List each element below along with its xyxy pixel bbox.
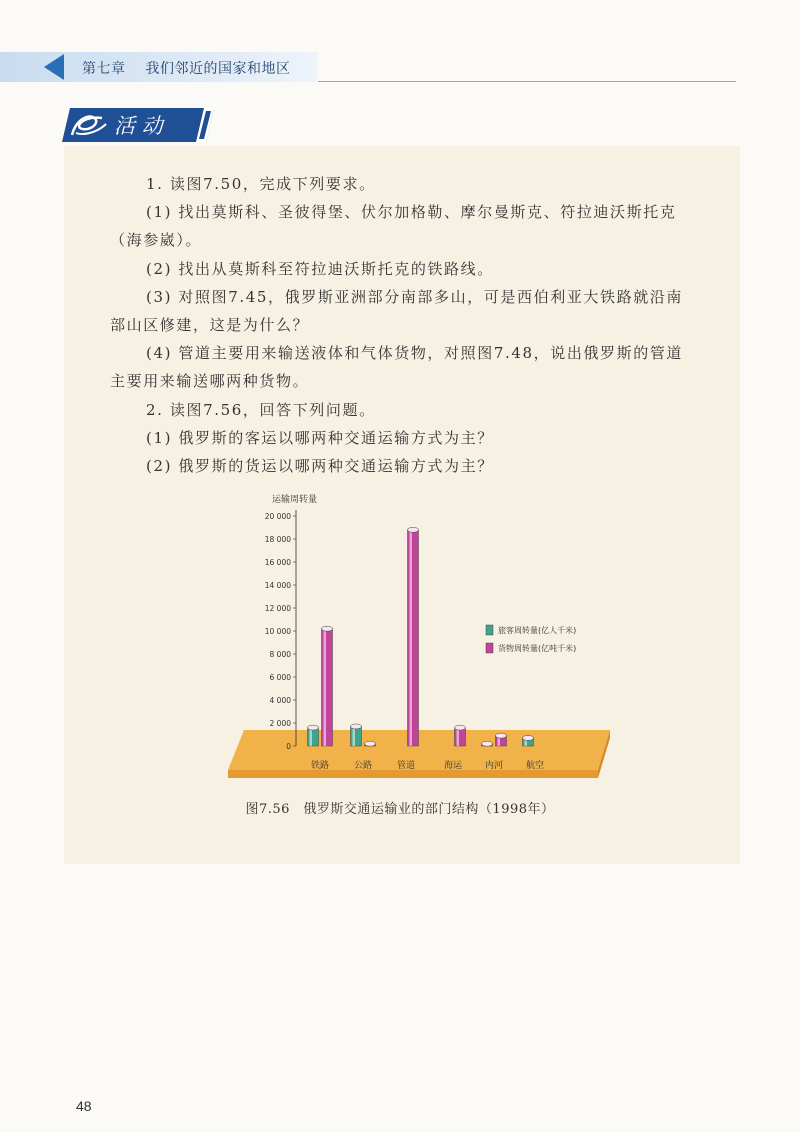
legend-swatch	[486, 643, 493, 653]
question-2-2: (2) 俄罗斯的货运以哪两种交通运输方式为主？	[146, 457, 494, 476]
y-tick-label: 2 000	[269, 719, 291, 728]
figure-caption: 图7.56 俄罗斯交通运输业的部门结构（1998年）	[245, 802, 555, 817]
chart-base-front	[228, 770, 598, 778]
category-label: 内河	[484, 761, 504, 771]
legend-swatch	[486, 625, 493, 635]
question-2-1: (1) 俄罗斯的客运以哪两种交通运输方式为主？	[146, 428, 494, 447]
bar-freight	[408, 527, 419, 746]
y-tick-label: 12 000	[264, 604, 291, 613]
y-tick-label: 14 000	[264, 581, 291, 590]
y-tick-label: 18 000	[264, 535, 291, 544]
legend-label: 旅客周转量(亿人千米)	[498, 626, 577, 635]
chapter-marker-icon	[44, 54, 64, 80]
bar-freight	[365, 741, 376, 746]
activity-questions	[110, 170, 698, 480]
activity-label: 活 动	[114, 114, 163, 138]
category-label: 铁路	[310, 761, 330, 771]
bar-passenger	[308, 725, 319, 746]
legend-label: 货物周转量(亿吨千米)	[498, 644, 577, 653]
bar-freight	[455, 725, 466, 746]
page-number: 48	[76, 1098, 92, 1114]
y-tick-label: 0	[286, 742, 291, 751]
y-tick-label: 4 000	[269, 696, 291, 705]
category-label: 管道	[396, 761, 416, 771]
transport-chart	[210, 490, 630, 790]
running-header	[82, 58, 311, 78]
question-1-3: (3) 对照图7.45，俄罗斯亚洲部分南部多山，可是西伯利亚大铁路就沿南部山区修建，这是为什么？	[110, 287, 684, 335]
question-1: 1. 读图7.50，完成下列要求。	[146, 175, 376, 193]
category-label: 海运	[443, 761, 463, 771]
bar-freight	[322, 626, 333, 746]
bar-freight	[496, 733, 507, 746]
y-tick-label: 20 000	[264, 512, 291, 521]
chapter-title: 我们邻近的国家和地区	[145, 61, 291, 77]
question-2: 2. 读图7.56，回答下列问题。	[146, 400, 376, 419]
y-axis-label: 运输周转量	[272, 495, 318, 505]
category-label: 公路	[353, 761, 373, 771]
category-label: 航空	[525, 761, 545, 771]
chapter-label: 第七章	[82, 61, 126, 77]
y-tick-label: 10 000	[264, 627, 291, 636]
activity-badge	[62, 108, 214, 142]
y-tick-label: 8 000	[269, 650, 291, 659]
question-1-2: (2) 找出从莫斯科至符拉迪沃斯托克的铁路线。	[146, 259, 494, 278]
bar-passenger	[523, 735, 534, 746]
y-tick-label: 6 000	[269, 673, 291, 682]
header-rule	[318, 81, 736, 82]
question-1-4: (4) 管道主要用来输送液体和气体货物，对照图7.48，说出俄罗斯的管道主要用来输送哪两种货物。	[110, 344, 684, 391]
y-tick-label: 16 000	[264, 558, 291, 567]
bar-passenger	[482, 741, 493, 746]
question-1-1: (1) 找出莫斯科、圣彼得堡、伏尔加格勒、摩尔曼斯克、符拉迪沃斯托克（海参崴）。	[110, 203, 677, 250]
bar-passenger	[351, 724, 362, 746]
